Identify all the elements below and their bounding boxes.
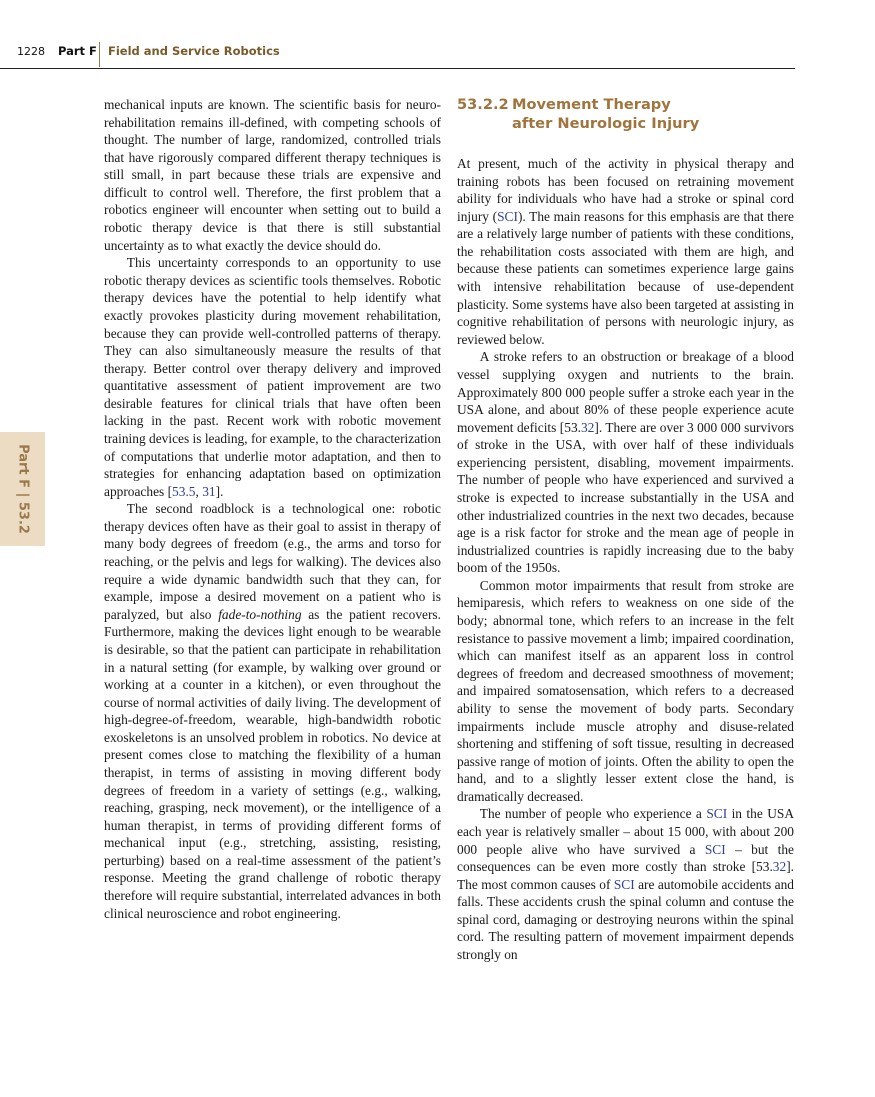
subsection-title-line: after Neurologic Injury <box>512 114 700 132</box>
text-run: The second roadblock is a technological one: robotic therapy devices often have as their goal to assist in therapy of many body degrees of freedom (e.g., the arms and torso for reaching, or the pelvis and legs for walking). The devices also require a wide dynamic bandwidth such that they can, for example, impose a desired movement on a patient who is paralyzed, but also <box>104 501 441 622</box>
text-run: ]. <box>215 483 224 499</box>
text-run: A stroke refers to an obstruction or breakage of a blood vessel supplying oxygen and nutrients to the brain. Approximately 800 000 people suffer a stroke each year in the USA alone, and about 80% of these people experience acute movement deficits [53. <box>457 349 794 435</box>
citation-link[interactable]: 32 <box>580 419 595 435</box>
page-number: 1228 <box>17 45 45 58</box>
paragraph <box>457 155 794 348</box>
text-run: ]. The most common causes of <box>457 859 794 892</box>
subsection-heading <box>457 96 794 133</box>
text-run: This uncertainty corresponds to an opportunity to use robotic therapy devices as scientific tools themselves. Robotic therapy devices have the potential to help identify what exactly provokes plasticity during movement rehabilitation, because they can provide well-controlled patterns of therapy. They can also simultaneously measure the results of that therapy. Better control over therapy delivery and improved quantitative assessment of patient improvement are two desirable features for clinical trials that have often been lacking in the past. Recent work with robotic movement training devices is leading, for example, to the characterization of computations that underlie motor adaptation, and then to strategies for enhancing adaptation based on optimization approaches [ <box>104 255 441 499</box>
header-divider <box>99 42 100 67</box>
paragraph: Common motor impairments that result from stroke are hemiparesis, which refers to weakness on one side of the body; abnormal tone, which refers to an increase in the felt resistance to passive movement a limb; impaired coordination, which can manifest itself as an apparent loss in control degrees of freedom and decreased smoothness of movement; and impaired somatosensation, which refers to a decreased ability to sense the movement of body parts. Secondary impairments include muscle atrophy and disuse-related shortening and stiffening of soft tissue, resulting in decreased passive range of motion of joints. Often the ability to open the hand, and to a slightly lesser extent close the hand, is dramatically decreased. <box>457 577 794 804</box>
right-column <box>457 96 794 964</box>
paragraph <box>104 254 441 500</box>
citation-link[interactable]: 53.5 <box>172 483 196 499</box>
text-run: are automobile accidents and falls. These accidents crush the spinal column and contuse the spinal cord, damaging or destroying neurons within the spinal cord. The resulting pattern of movement impairment depends strongly on <box>457 876 795 963</box>
text-run: The number of people who experience a <box>479 806 707 822</box>
citation-link[interactable]: 31 <box>202 483 216 499</box>
citation-link[interactable]: 32 <box>772 859 787 875</box>
paragraph <box>457 805 794 963</box>
subsection-title-line: Movement Therapy <box>512 96 671 113</box>
text-run: as the patient recovers. Furthermore, making the devices light enough to be wearable is desirable, so that the patient can participate in rehabilitation in a natural setting (for example, by walking over ground or working at a counter in a kitchen), or even throughout the course of normal activities of daily living. The development of high-degree-of-freedom, wearable, high-bandwidth robotic exoskeletons is an unsolved problem in robotics. No device at present comes close to matching the flexibility of a human therapist, in terms of assisting in moving different body degrees of freedom in a variety of settings (e.g., walking, reaching, grasping, neck movement), or the intelligence of a human therapist, in terms of providing different forms of mechanical input (e.g., stretching, assisting, resisting, perturbing) based on a real-time assessment of the patient’s response. Meeting the grand challenge of robotic therapy therefore will require substantial, interrelated advances in both clinical neuroscience and robot engineering. <box>104 606 441 921</box>
left-column <box>104 96 441 922</box>
text-run: in the USA each year is relatively smaller – about 15 000, with about 200 000 people alive who have survived a <box>457 806 794 857</box>
side-tab-label: Part F | 53.2 <box>15 444 30 534</box>
text-run: ). The main reasons for this emphasis are that there are a relatively large number of patients with these conditions, the rehabilitation costs associated with them are high, and because these patients can sometimes experience large gains with intensive rehabilitation because of use-dependent plasticity. Some systems have also been targeted at assisting in cognitive rehabilitation of persons with neurologic injury, as reviewed below. <box>457 208 794 347</box>
text-run: ]. There are over 3 000 000 survivors of stroke in the USA, with over half of these individuals experiencing persistent, disabling, movement impairments. The number of people who have experienced and survived a stroke is expected to increase substantially in the USA and other industrialized countries in the next two decades, because age is a risk factor for stroke and the mean age of people in industrialized countries is rapidly increasing due to the baby boom of the 1950s. <box>457 419 794 576</box>
running-title: Field and Service Robotics <box>108 44 280 58</box>
text-run: At present, much of the activity in physical therapy and training robots has been focused on retraining movement ability for individuals who have had a stroke or spinal cord injury ( <box>457 156 794 224</box>
abbreviation-link[interactable]: SCI <box>706 806 728 822</box>
text-run: – but the consequences can be even more costly than stroke [53. <box>457 841 794 875</box>
emphasis-text: fade-to-nothing <box>218 606 302 622</box>
text-run: , <box>195 483 203 499</box>
page-header <box>0 42 795 69</box>
side-tab <box>0 432 45 546</box>
subsection-title <box>512 96 699 133</box>
abbreviation-link[interactable]: SCI <box>497 208 518 224</box>
abbreviation-link[interactable]: SCI <box>613 876 635 892</box>
paragraph <box>104 500 441 922</box>
subsection-number: 53.2.2 <box>457 96 509 113</box>
part-label: Part F <box>58 44 97 58</box>
paragraph: mechanical inputs are known. The scientific basis for neuro-rehabilitation remains ill-defined, with competing schools of thought. The number of large, randomized, controlled trials that have rigorously compared different therapy techniques is still small, in part because these trials are expensive and difficult to control well. Therefore, the first problem that a robotics engineer will encounter when setting out to build a robotic therapy device is that there is still substantial uncertainty as to what exactly the device should do. <box>104 97 441 253</box>
paragraph <box>457 348 794 577</box>
abbreviation-link[interactable]: SCI <box>704 841 726 857</box>
